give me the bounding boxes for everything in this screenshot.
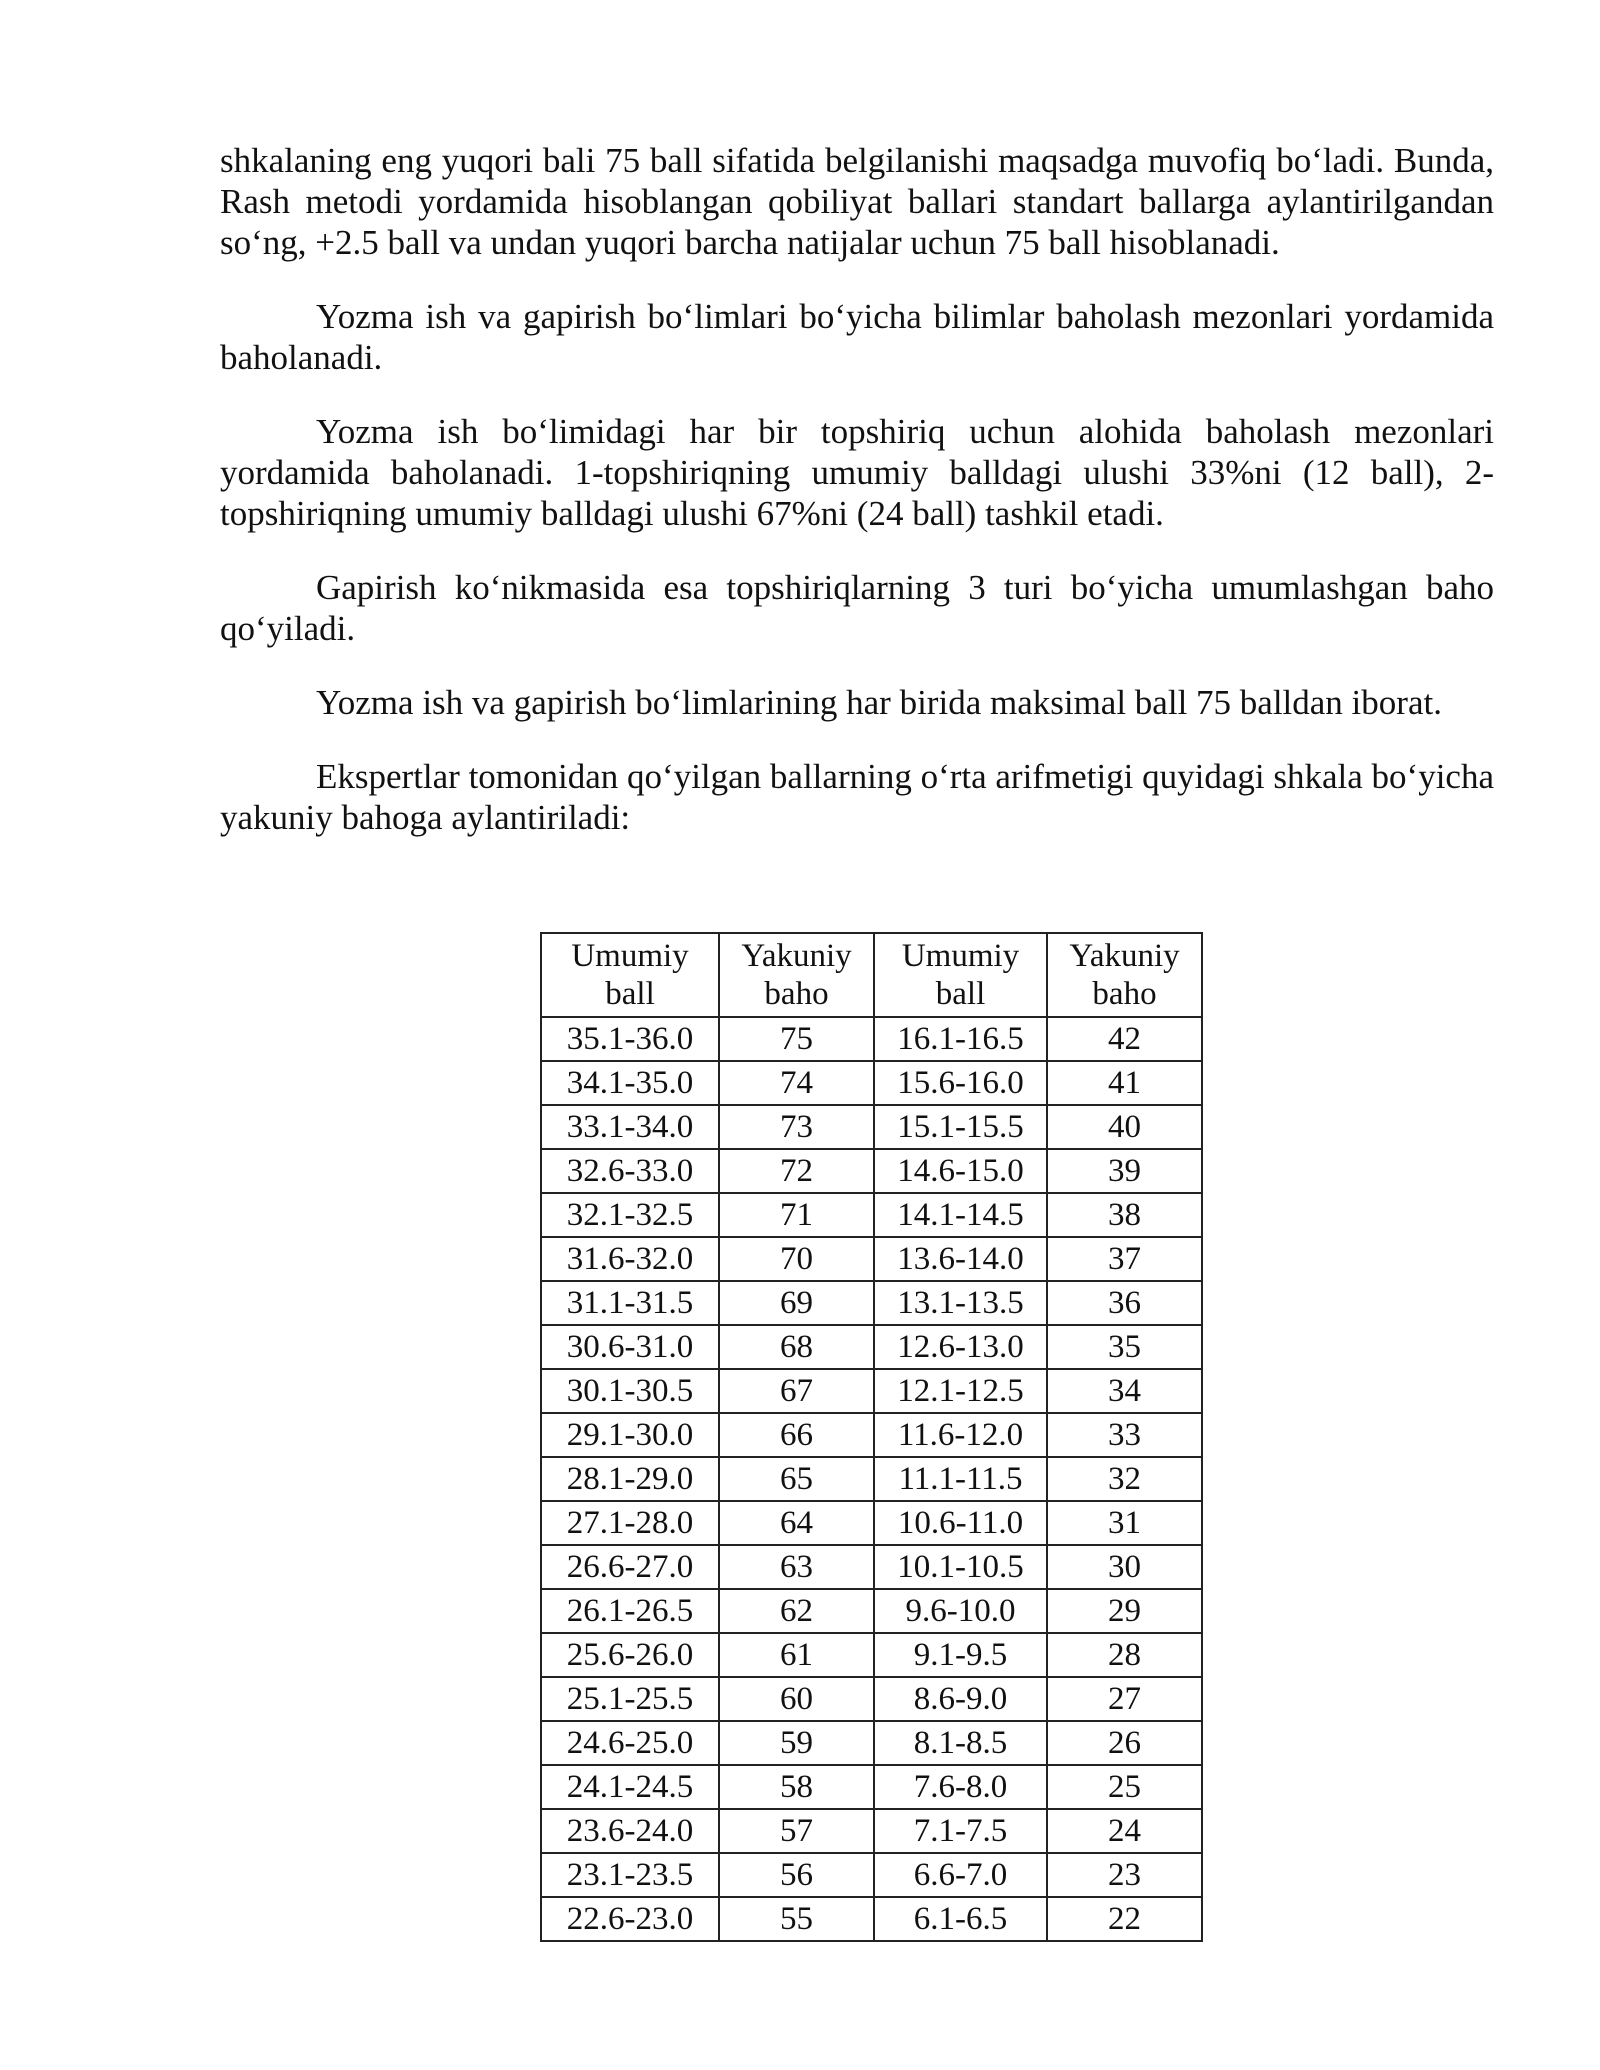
cell-final-grade: 59 [719, 1721, 874, 1765]
cell-total-score: 11.1-11.5 [874, 1457, 1047, 1501]
cell-final-grade: 25 [1047, 1765, 1202, 1809]
cell-total-score: 13.1-13.5 [874, 1281, 1047, 1325]
cell-total-score: 23.6-24.0 [541, 1809, 719, 1853]
cell-total-score: 7.6-8.0 [874, 1765, 1047, 1809]
cell-total-score: 6.1-6.5 [874, 1897, 1047, 1941]
cell-final-grade: 40 [1047, 1105, 1202, 1149]
cell-total-score: 10.6-11.0 [874, 1501, 1047, 1545]
cell-final-grade: 61 [719, 1633, 874, 1677]
paragraph-3: Yozma ish bo‘limidagi har bir topshiriq uchun alohida baholash mezonlari yordamida baholanadi. 1-topshiriqning umumiy balldagi ulushi 33%ni (12 ball), 2-topshiriqning umumiy balldagi ulushi 67%ni (24 ball) tashkil etadi. [220, 412, 1494, 533]
table-row [541, 1281, 1202, 1325]
cell-final-grade: 68 [719, 1325, 874, 1369]
cell-total-score: 32.6-33.0 [541, 1149, 719, 1193]
cell-total-score: 10.1-10.5 [874, 1545, 1047, 1589]
cell-total-score: 35.1-36.0 [541, 1017, 719, 1061]
cell-final-grade: 39 [1047, 1149, 1202, 1193]
cell-total-score: 34.1-35.0 [541, 1061, 719, 1105]
paragraph-2: Yozma ish va gapirish bo‘limlari bo‘yicha bilimlar baholash mezonlari yordamida baholanadi. [220, 297, 1494, 377]
table-row [541, 1721, 1202, 1765]
cell-total-score: 13.6-14.0 [874, 1237, 1047, 1281]
cell-final-grade: 64 [719, 1501, 874, 1545]
cell-total-score: 9.1-9.5 [874, 1633, 1047, 1677]
cell-final-grade: 57 [719, 1809, 874, 1853]
cell-total-score: 8.6-9.0 [874, 1677, 1047, 1721]
table-header-row [541, 933, 1202, 1017]
cell-total-score: 8.1-8.5 [874, 1721, 1047, 1765]
grading-scale-table-wrapper [540, 932, 1203, 1942]
cell-final-grade: 22 [1047, 1897, 1202, 1941]
cell-total-score: 33.1-34.0 [541, 1105, 719, 1149]
table-row [541, 1325, 1202, 1369]
cell-final-grade: 29 [1047, 1589, 1202, 1633]
cell-final-grade: 71 [719, 1193, 874, 1237]
cell-total-score: 23.1-23.5 [541, 1853, 719, 1897]
cell-final-grade: 24 [1047, 1809, 1202, 1853]
document-body [220, 140, 1494, 838]
cell-total-score: 27.1-28.0 [541, 1501, 719, 1545]
cell-total-score: 11.6-12.0 [874, 1413, 1047, 1457]
cell-total-score: 14.1-14.5 [874, 1193, 1047, 1237]
cell-total-score: 30.1-30.5 [541, 1369, 719, 1413]
cell-final-grade: 23 [1047, 1853, 1202, 1897]
table-row [541, 1017, 1202, 1061]
table-row [541, 1105, 1202, 1149]
cell-final-grade: 74 [719, 1061, 874, 1105]
grading-scale-table [540, 932, 1203, 1942]
cell-final-grade: 62 [719, 1589, 874, 1633]
cell-total-score: 30.6-31.0 [541, 1325, 719, 1369]
cell-final-grade: 34 [1047, 1369, 1202, 1413]
table-row [541, 1369, 1202, 1413]
cell-total-score: 7.1-7.5 [874, 1809, 1047, 1853]
table-row [541, 1633, 1202, 1677]
cell-total-score: 26.1-26.5 [541, 1589, 719, 1633]
cell-final-grade: 37 [1047, 1237, 1202, 1281]
cell-total-score: 26.6-27.0 [541, 1545, 719, 1589]
cell-final-grade: 66 [719, 1413, 874, 1457]
paragraph-4: Gapirish ko‘nikmasida esa topshiriqlarning 3 turi bo‘yicha umumlashgan baho qo‘yiladi. [220, 568, 1494, 648]
cell-total-score: 31.6-32.0 [541, 1237, 719, 1281]
cell-total-score: 15.1-15.5 [874, 1105, 1047, 1149]
cell-final-grade: 35 [1047, 1325, 1202, 1369]
cell-final-grade: 58 [719, 1765, 874, 1809]
table-row [541, 1589, 1202, 1633]
cell-final-grade: 42 [1047, 1017, 1202, 1061]
header-total-score-2: Umumiy ball [874, 933, 1047, 1017]
cell-final-grade: 55 [719, 1897, 874, 1941]
cell-total-score: 25.1-25.5 [541, 1677, 719, 1721]
cell-final-grade: 63 [719, 1545, 874, 1589]
header-final-grade-2: Yakuniy baho [1047, 933, 1202, 1017]
cell-final-grade: 32 [1047, 1457, 1202, 1501]
table-row [541, 1413, 1202, 1457]
table-row [541, 1501, 1202, 1545]
table-row [541, 1149, 1202, 1193]
table-row [541, 1545, 1202, 1589]
cell-final-grade: 70 [719, 1237, 874, 1281]
cell-final-grade: 60 [719, 1677, 874, 1721]
table-row [541, 1897, 1202, 1941]
cell-total-score: 6.6-7.0 [874, 1853, 1047, 1897]
cell-final-grade: 26 [1047, 1721, 1202, 1765]
table-row [541, 1457, 1202, 1501]
header-final-grade-1: Yakuniy baho [719, 933, 874, 1017]
cell-total-score: 12.1-12.5 [874, 1369, 1047, 1413]
table-row [541, 1853, 1202, 1897]
cell-final-grade: 65 [719, 1457, 874, 1501]
cell-final-grade: 27 [1047, 1677, 1202, 1721]
paragraph-1: shkalaning eng yuqori bali 75 ball sifatida belgilanishi maqsadga muvofiq bo‘ladi. Bunda, Rash metodi yordamida hisoblangan qobiliyat ballari standart ballarga aylantirilgandan so‘ng, +2.5 ball va undan yuqori barcha natijalar uchun 75 ball hisoblanadi. [220, 141, 1494, 262]
header-total-score-1: Umumiy ball [541, 933, 719, 1017]
cell-final-grade: 41 [1047, 1061, 1202, 1105]
cell-total-score: 29.1-30.0 [541, 1413, 719, 1457]
paragraph-5: Yozma ish va gapirish bo‘limlarining har birida maksimal ball 75 balldan iborat. [316, 683, 1442, 722]
cell-total-score: 31.1-31.5 [541, 1281, 719, 1325]
cell-total-score: 28.1-29.0 [541, 1457, 719, 1501]
cell-total-score: 32.1-32.5 [541, 1193, 719, 1237]
table-row [541, 1237, 1202, 1281]
table-row [541, 1677, 1202, 1721]
cell-total-score: 14.6-15.0 [874, 1149, 1047, 1193]
cell-final-grade: 75 [719, 1017, 874, 1061]
cell-final-grade: 30 [1047, 1545, 1202, 1589]
table-row [541, 1809, 1202, 1853]
cell-final-grade: 56 [719, 1853, 874, 1897]
cell-total-score: 9.6-10.0 [874, 1589, 1047, 1633]
cell-total-score: 25.6-26.0 [541, 1633, 719, 1677]
cell-final-grade: 28 [1047, 1633, 1202, 1677]
cell-total-score: 24.6-25.0 [541, 1721, 719, 1765]
cell-final-grade: 72 [719, 1149, 874, 1193]
cell-total-score: 15.6-16.0 [874, 1061, 1047, 1105]
cell-final-grade: 67 [719, 1369, 874, 1413]
cell-final-grade: 31 [1047, 1501, 1202, 1545]
cell-final-grade: 69 [719, 1281, 874, 1325]
cell-final-grade: 36 [1047, 1281, 1202, 1325]
cell-final-grade: 38 [1047, 1193, 1202, 1237]
table-row [541, 1193, 1202, 1237]
cell-total-score: 12.6-13.0 [874, 1325, 1047, 1369]
paragraph-6: Ekspertlar tomonidan qo‘yilgan ballarning o‘rta arifmetigi quyidagi shkala bo‘yicha yakuniy bahoga aylantiriladi: [220, 757, 1494, 837]
table-row [541, 1765, 1202, 1809]
cell-total-score: 22.6-23.0 [541, 1897, 719, 1941]
table-body [541, 1017, 1202, 1941]
cell-final-grade: 73 [719, 1105, 874, 1149]
table-row [541, 1061, 1202, 1105]
cell-final-grade: 33 [1047, 1413, 1202, 1457]
cell-total-score: 16.1-16.5 [874, 1017, 1047, 1061]
cell-total-score: 24.1-24.5 [541, 1765, 719, 1809]
